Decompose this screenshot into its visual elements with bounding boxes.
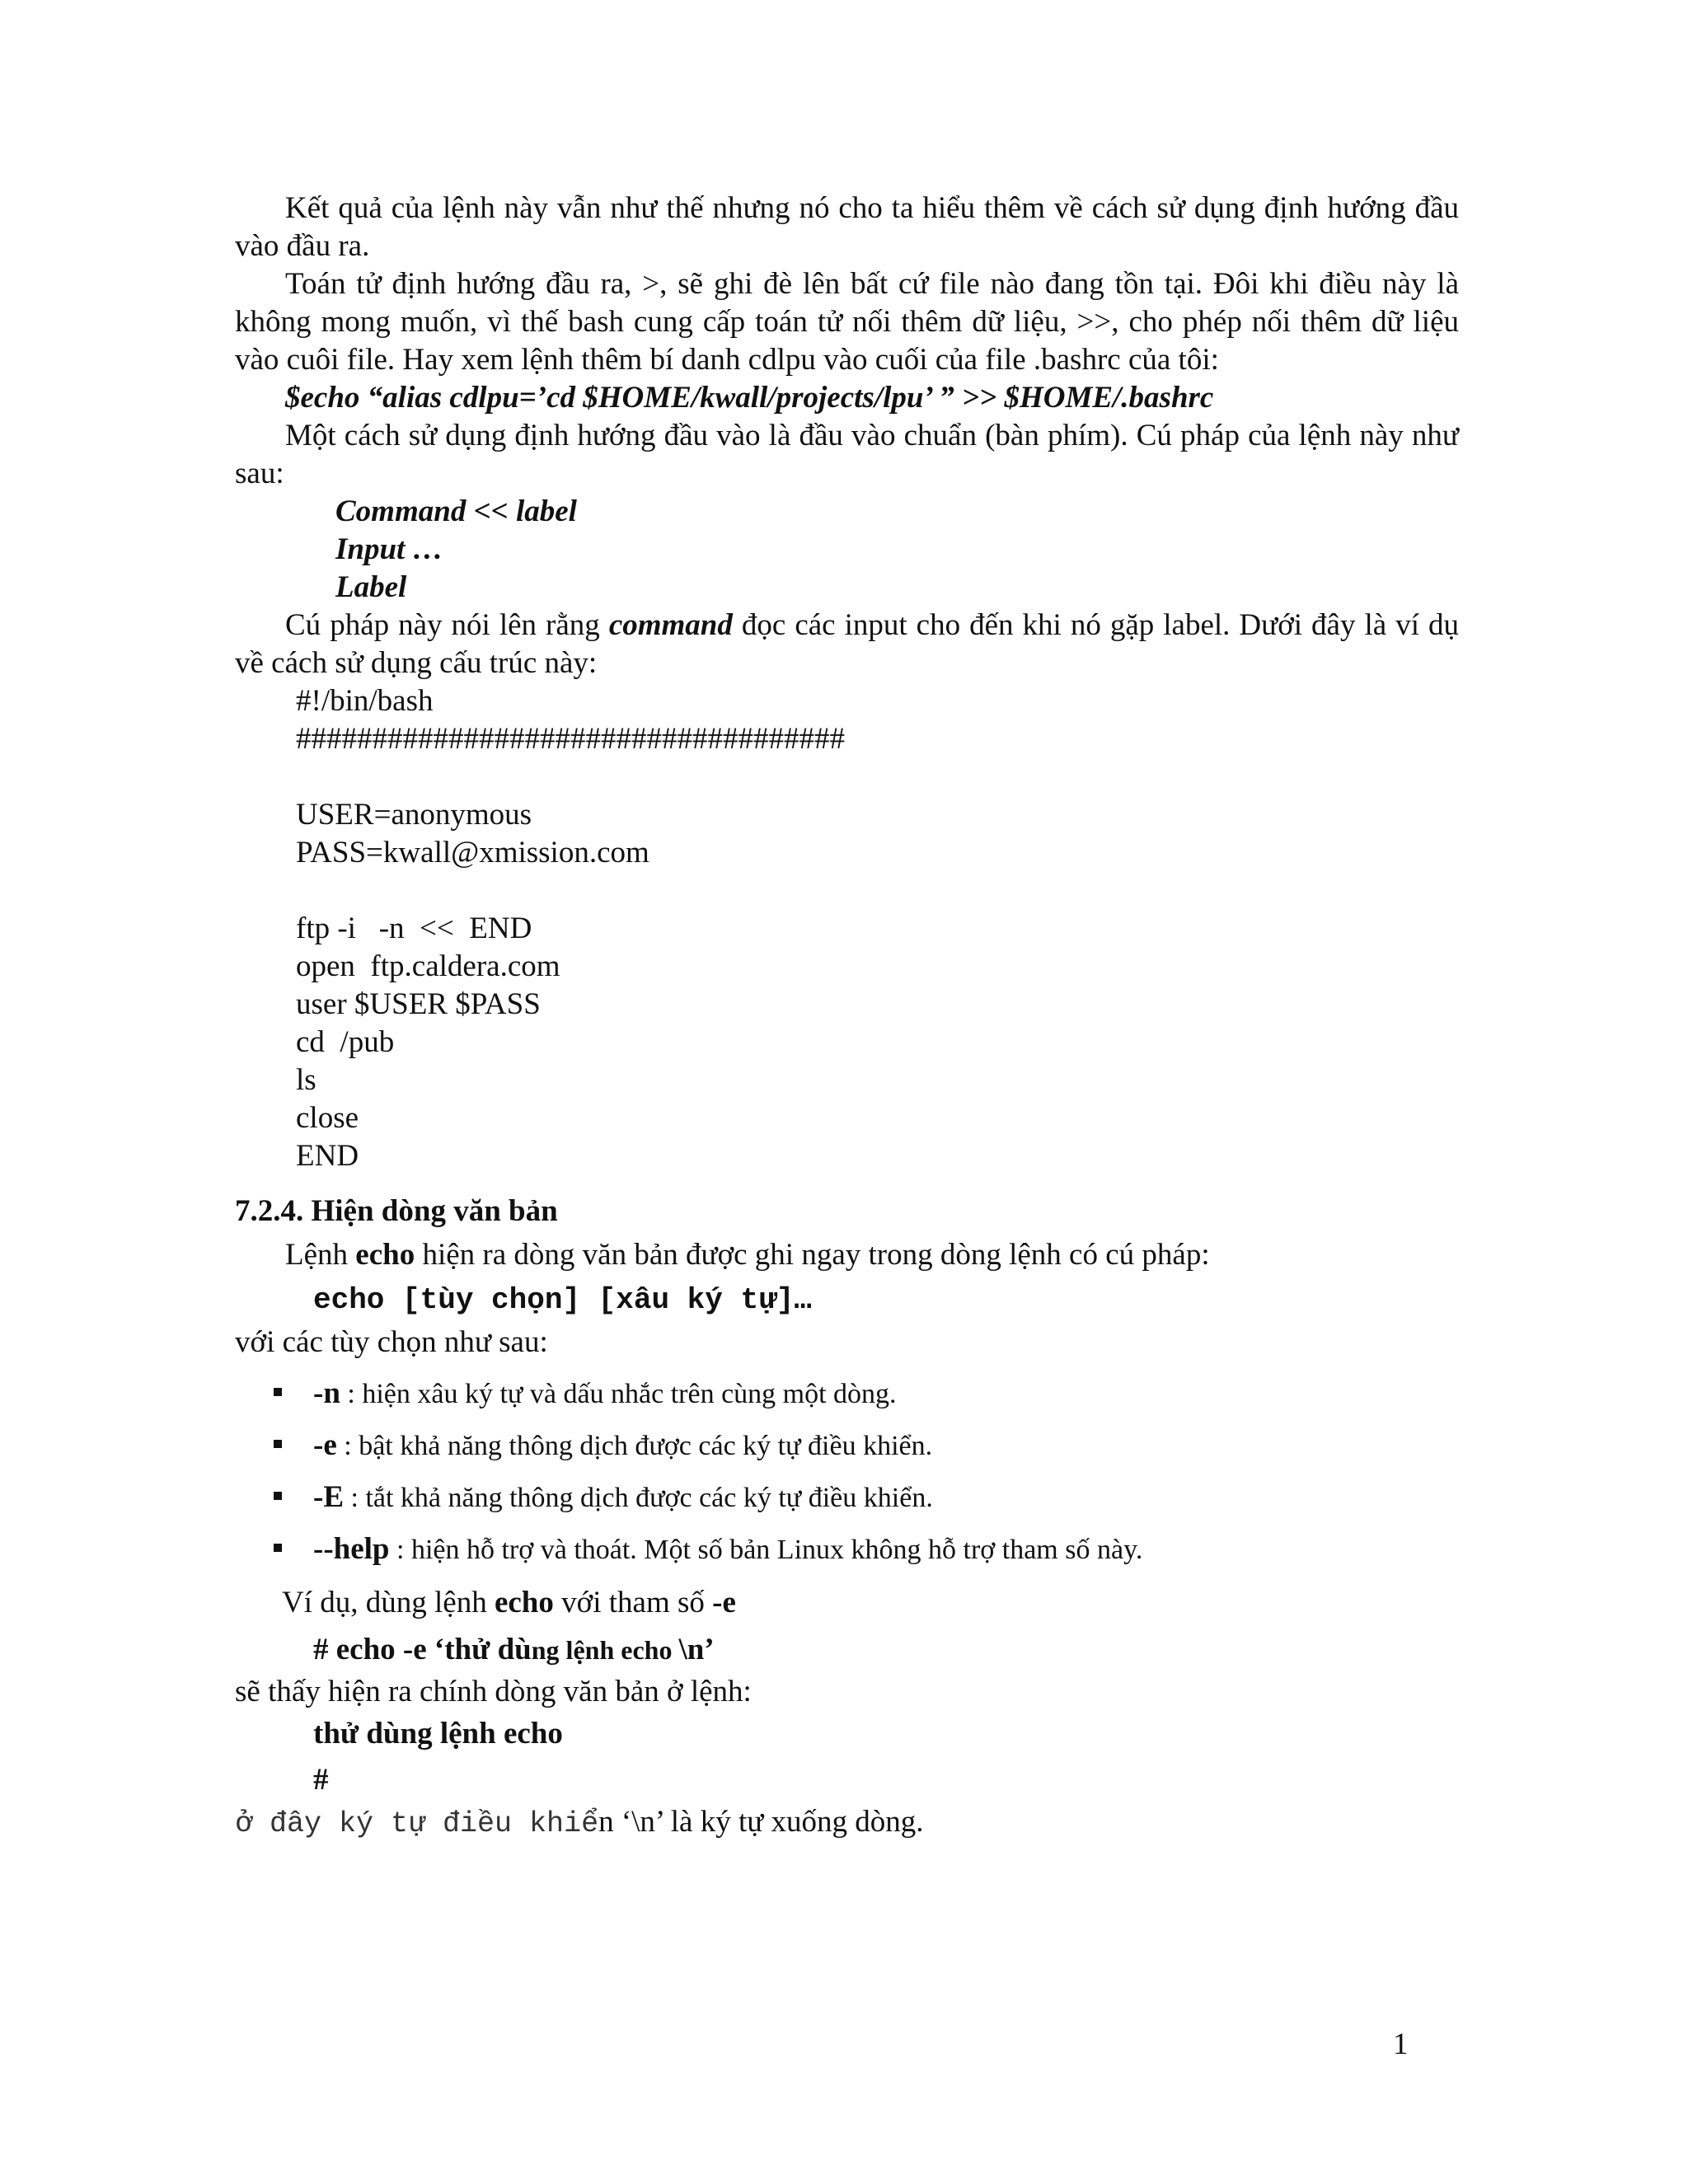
final-note: [235, 1803, 1459, 1843]
text-run: đọc các input cho đến khi nó gặp label. Dưới đây là ví dụ về cách sử dụng cấu trúc này:: [235, 608, 1459, 680]
script-cd-line: cd /pub: [296, 1025, 395, 1059]
option-description: : tắt khả năng thông dịch được các ký tự điều khiển.: [344, 1483, 933, 1513]
paragraph-echo-intro: [235, 1236, 1459, 1274]
text-run: Cú pháp này nói lên rằng: [285, 608, 609, 642]
heredoc-label-line: Label: [335, 570, 407, 604]
paragraph-input-redirection: Một cách sử dụng định hướng đầu vào là đầu vào chuẩn (bàn phím). Cú pháp của lệnh này như sau:: [235, 419, 1459, 490]
option-flag: -n: [313, 1376, 340, 1410]
list-item: [235, 1368, 1459, 1420]
option-description: : hiện xâu ký tự và dấu nhắc trên cùng một dòng.: [340, 1379, 897, 1409]
text-run: Ví dụ, dùng lệnh: [282, 1586, 495, 1619]
section-heading: 7.2.4. Hiện dòng văn bản: [235, 1194, 558, 1228]
echo-emphasis: echo: [355, 1238, 415, 1272]
square-bullet-icon: [274, 1388, 282, 1396]
text-run: hiện ra dòng văn bản được ghi ngay trong dòng lệnh có cú pháp:: [415, 1238, 1210, 1272]
option-flag: --help: [313, 1532, 390, 1566]
ftp-script-block: [235, 682, 1459, 1175]
script-end-line: END: [296, 1139, 359, 1173]
option-description: : hiện hỗ trợ và thoát. Một số bản Linux không hỗ trợ tham số này.: [389, 1535, 1143, 1565]
list-item: [235, 1420, 1459, 1472]
document-page: [235, 190, 1459, 1843]
script-ls-line: ls: [296, 1063, 316, 1097]
square-bullet-icon: [274, 1544, 282, 1552]
option-flag: -E: [313, 1480, 344, 1514]
blank-line: [235, 872, 1459, 910]
text-run: n ‘\n’ là ký tự xuống dòng.: [598, 1805, 924, 1839]
options-list: [235, 1368, 1459, 1576]
result-prompt-line: #: [313, 1763, 329, 1797]
option-flag: -e: [313, 1428, 337, 1462]
command-emphasis: command: [608, 608, 733, 642]
script-user-var: USER=anonymous: [296, 798, 532, 832]
blank-line: [235, 758, 1459, 796]
heredoc-command-line: Command << label: [335, 494, 577, 528]
text-run-small: ng lệnh echo: [531, 1635, 679, 1665]
script-close-line: close: [296, 1101, 359, 1135]
script-shebang: #!/bin/bash: [296, 684, 434, 718]
paragraph-append-operator: Toán tử định hướng đầu ra, >, sẽ ghi đè lên bất cứ file nào đang tồn tại. Đôi khi điều này là không mong muốn, vì thế bash cung cấp toán tử nối thêm dữ liệu, >>, cho phép nối thêm dữ liệu vào cuôi file. Hay xem lệnh thêm bí danh cdlpu vào cuối của file .bashrc của tôi:: [235, 267, 1459, 377]
example-command-line: [313, 1627, 1459, 1673]
echo-syntax-line: echo [tùy chọn] [xâu ký tự]…: [313, 1283, 812, 1317]
script-hash-divider: ####################################: [296, 722, 845, 756]
heredoc-input-line: Input …: [335, 532, 443, 566]
text-run: # echo -e ‘thử dù: [313, 1633, 532, 1666]
example-intro: [282, 1579, 1459, 1627]
page-number: 1: [1393, 2027, 1409, 2061]
script-open-line: open ftp.caldera.com: [296, 949, 560, 983]
paragraph-io-result: Kết quả của lệnh này vẫn như thế nhưng nó cho ta hiểu thêm về cách sử dụng định hướng đầu vào đầu ra.: [235, 191, 1459, 263]
list-item: [235, 1524, 1459, 1576]
text-run: \n’: [678, 1633, 715, 1666]
result-output-line: thử dùng lệnh echo: [313, 1717, 563, 1750]
script-user-line: user $USER $PASS: [296, 987, 541, 1021]
text-run: với tham số: [553, 1586, 713, 1619]
echo-emphasis: echo: [494, 1586, 554, 1619]
script-ftp-line: ftp -i -n << END: [296, 912, 532, 945]
square-bullet-icon: [274, 1492, 282, 1500]
text-run: Lệnh: [285, 1238, 356, 1272]
paragraph-heredoc-explanation: [235, 607, 1459, 682]
alias-command-line: $echo “alias cdlpu=’cd $HOME/kwall/projects/lpu’ ” >> $HOME/.bashrc: [285, 381, 1214, 415]
list-item: [235, 1472, 1459, 1524]
square-bullet-icon: [274, 1440, 282, 1448]
options-intro: với các tùy chọn như sau:: [235, 1325, 548, 1359]
text-run-mono: ở đây ký tự điều khiể: [235, 1807, 599, 1840]
option-description: : bật khả năng thông dịch được các ký tự điều khiển.: [336, 1431, 933, 1461]
flag-emphasis: -e: [712, 1586, 736, 1619]
script-pass-var: PASS=kwall@xmission.com: [296, 836, 649, 869]
heredoc-syntax-block: [235, 493, 1459, 607]
result-intro: sẽ thấy hiện ra chính dòng văn bản ở lệnh:: [235, 1675, 752, 1708]
